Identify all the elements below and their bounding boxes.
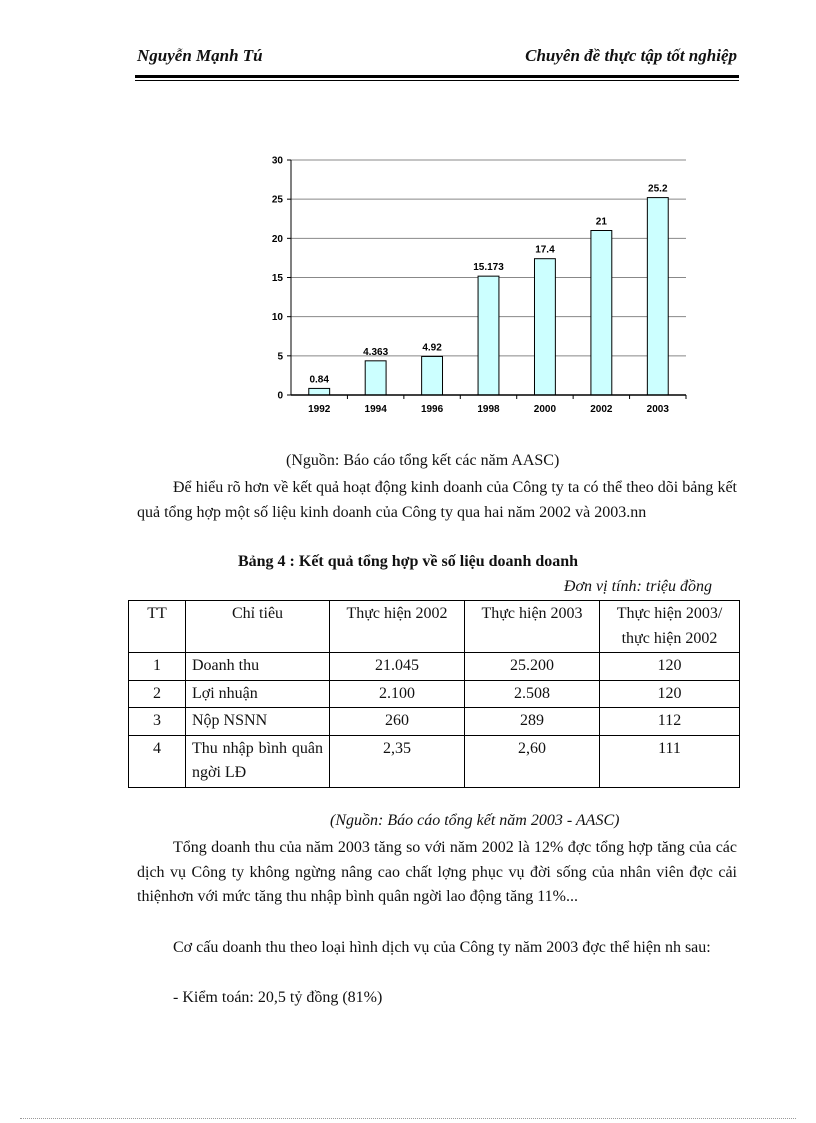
bar xyxy=(591,231,612,396)
paragraph-3 xyxy=(137,936,737,961)
header-rule-thick xyxy=(135,75,739,78)
x-tick-label: 2003 xyxy=(646,404,669,415)
table-row xyxy=(129,708,740,736)
bar-value-label: 21 xyxy=(595,216,607,228)
paragraph-3-text: Cơ cấu doanh thu theo loại hình dịch vụ của Công ty năm 2003 đợc thể hiện nh sau: xyxy=(173,939,711,956)
table-cell: 2,60 xyxy=(465,735,600,787)
table-unit: Đơn vị tính: triệu đồng xyxy=(563,578,712,595)
table-title: Bảng 4 : Kết quả tổng hợp về số liệu doanh doanh xyxy=(237,553,579,570)
header-cell: Chỉ tiêu xyxy=(186,601,330,653)
table-cell: 2.100 xyxy=(330,680,465,708)
table-cell: 2.508 xyxy=(465,680,600,708)
table-cell: 120 xyxy=(600,680,740,708)
table-row xyxy=(129,653,740,681)
table-cell: Nộp NSNN xyxy=(186,708,330,736)
table-row xyxy=(129,680,740,708)
x-tick-label: 1992 xyxy=(308,404,331,415)
bar xyxy=(478,276,499,395)
bar-value-label: 17.4 xyxy=(535,244,555,256)
header-cell: Thực hiện 2003/ thực hiện 2002 xyxy=(600,601,740,653)
intro-paragraph-text: Để hiểu rõ hơn về kết quả hoạt động kinh doanh của Công ty ta có thể theo dõi bảng kết quả tổng hợp một số liệu kinh doanh của Công ty qua hai năm 2002 và 2003.nn xyxy=(137,479,737,521)
chart-source: (Nguồn: Báo cáo tổng kết các năm AASC) xyxy=(286,452,560,469)
y-tick-label: 30 xyxy=(271,155,283,167)
bar-value-label: 25.2 xyxy=(648,183,668,195)
table-cell: 111 xyxy=(600,735,740,787)
header-doc-title: Chuyên đề thực tập tốt nghiệp xyxy=(525,46,737,65)
table-cell: Doanh thu xyxy=(186,653,330,681)
table-cell: 2,35 xyxy=(330,735,465,787)
y-tick-label: 20 xyxy=(271,233,283,245)
header-cell: Thực hiện 2002 xyxy=(330,601,465,653)
table-cell: Thu nhập bình quân ngời LĐ xyxy=(186,735,330,787)
intro-paragraph xyxy=(137,476,737,525)
header-author: Nguyễn Mạnh Tú xyxy=(137,46,263,65)
bar-value-label: 4.363 xyxy=(363,346,389,358)
bar xyxy=(534,259,555,395)
bullet-item-text: - Kiểm toán: 20,5 tỷ đồng (81%) xyxy=(173,989,383,1006)
bar xyxy=(647,198,668,395)
bar-value-label: 0.84 xyxy=(309,374,329,386)
table-cell: 2 xyxy=(129,680,186,708)
y-tick-label: 5 xyxy=(277,351,283,363)
results-table xyxy=(128,600,740,788)
y-tick-label: 0 xyxy=(277,390,283,402)
table-cell: Lợi nhuận xyxy=(186,680,330,708)
footer-line xyxy=(20,1118,796,1119)
bar xyxy=(365,361,386,395)
table-cell: 260 xyxy=(330,708,465,736)
bar xyxy=(309,388,330,395)
y-tick-label: 10 xyxy=(271,312,283,324)
y-tick-label: 15 xyxy=(271,273,283,284)
x-tick-label: 1998 xyxy=(477,404,500,415)
x-tick-label: 2000 xyxy=(533,404,557,415)
x-tick-label: 1994 xyxy=(364,404,387,415)
table-cell: 1 xyxy=(129,653,186,681)
table-cell: 25.200 xyxy=(465,653,600,681)
x-tick-label: 2002 xyxy=(590,404,613,415)
table-header-row xyxy=(129,601,740,653)
table-source: (Nguồn: Báo cáo tổng kết năm 2003 - AASC) xyxy=(330,812,620,829)
table-cell: 120 xyxy=(600,653,740,681)
y-tick-label: 25 xyxy=(271,194,283,206)
page-header xyxy=(137,46,737,70)
header-cell: Thực hiện 2003 xyxy=(465,601,600,653)
bar-value-label: 4.92 xyxy=(422,342,442,354)
bullet-item xyxy=(137,986,737,1011)
x-tick-label: 1996 xyxy=(420,404,444,415)
revenue-bar-chart xyxy=(258,145,698,425)
paragraph-2 xyxy=(137,836,737,910)
table-cell: 21.045 xyxy=(330,653,465,681)
paragraph-2-text: Tổng doanh thu của năm 2003 tăng so với năm 2002 là 12% đợc tổng hợp tăng của các dịch vụ Công ty không ngừng nâng cao chất lợng phục vụ đời sống của nhân viên đợc cải thiệnhơn với mức tăng thu nhập bình quân ngời lao động tăng 11%... xyxy=(137,839,737,905)
table-cell: 3 xyxy=(129,708,186,736)
table-cell: 4 xyxy=(129,735,186,787)
bar xyxy=(422,356,443,395)
table-cell: 289 xyxy=(465,708,600,736)
bar-value-label: 15.173 xyxy=(473,262,504,274)
header-rule-thin xyxy=(135,80,739,81)
table-cell: 112 xyxy=(600,708,740,736)
header-cell: TT xyxy=(129,601,186,653)
table-row xyxy=(129,735,740,787)
